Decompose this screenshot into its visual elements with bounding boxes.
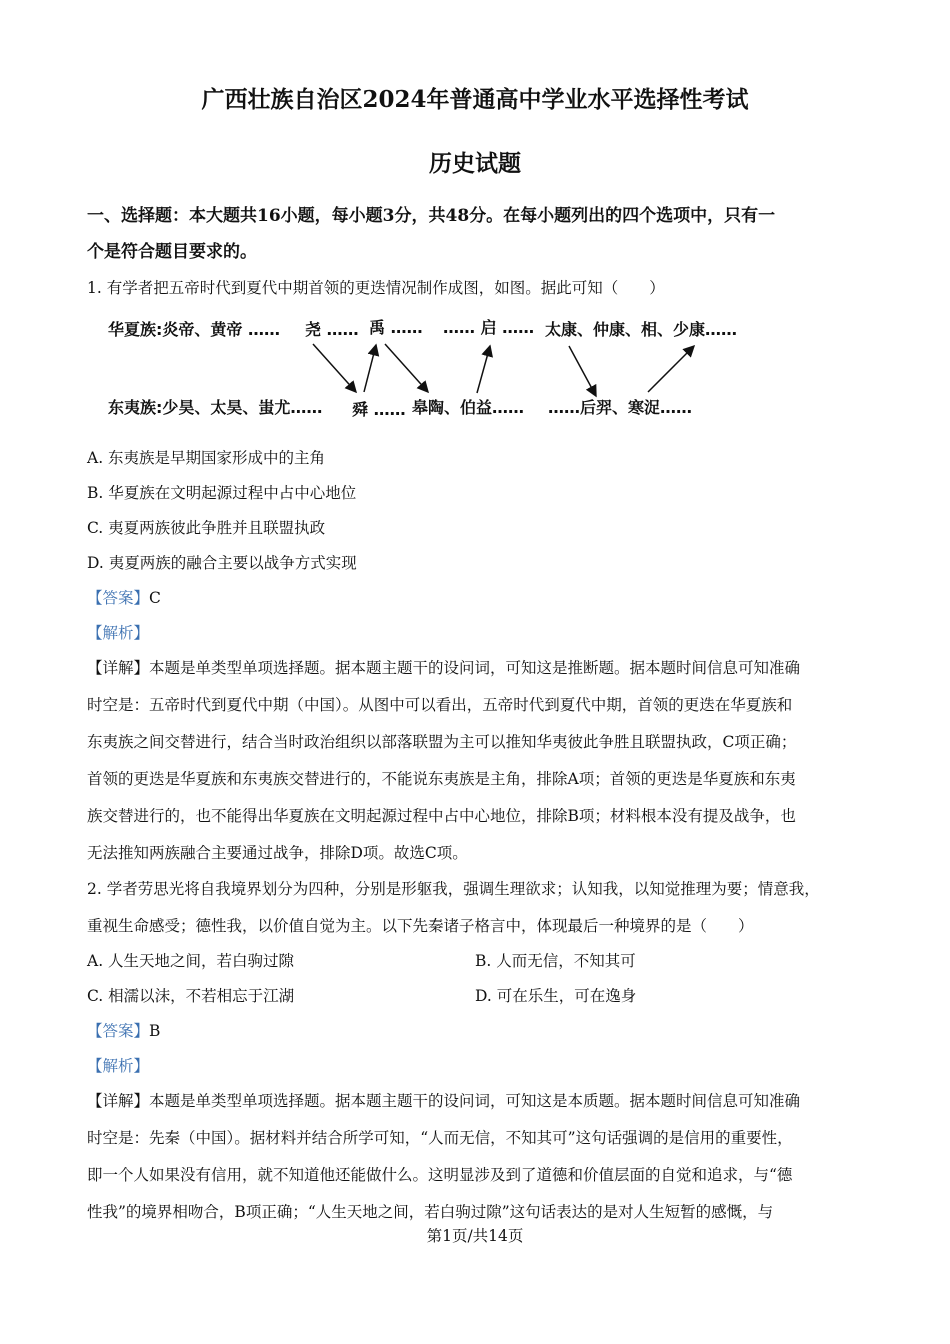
section-heading: 一、选择题：本大题共16小题，每小题3分，共48分。在每小题列出的四个选项中，只有一	[87, 206, 776, 226]
arrow-taikang-houyi	[569, 346, 596, 396]
diagram-yao: 尧 ……	[305, 320, 359, 339]
q2-option-c: C. 相濡以沫，不若相忘于江湖	[87, 987, 295, 1005]
q1-answer	[87, 588, 161, 608]
section-heading-cont: 个是符合题目要求的。	[87, 242, 257, 262]
arrow-yao-shun	[313, 344, 356, 392]
q2-detail-line	[87, 1091, 800, 1111]
q2-detail-line: 时空是：先秦（中国）。据材料并结合所学可知，“人而无信，不知其可”这句话强调的是信用的重要性，	[87, 1129, 793, 1147]
detail-text: 本题是单类型单项选择题。据本题主题干的设问词，可知这是推断题。据本题时间信息可知准确	[149, 659, 801, 677]
q2-option-a: A. 人生天地之间，若白驹过隙	[87, 952, 295, 970]
diagram-yu: 禹 ……	[369, 318, 423, 337]
q1-option-c: C. 夷夏两族彼此争胜并且联盟执政	[87, 519, 326, 537]
diagram-qi: …… 启 ……	[443, 318, 535, 337]
q1-option-d: D. 夷夏两族的融合主要以战争方式实现	[87, 554, 357, 572]
q2-answer	[87, 1021, 160, 1041]
diagram-gaoyao: 皋陶、伯益……	[412, 398, 525, 417]
answer-value: C	[149, 589, 161, 607]
diagram-taikang: 太康、仲康、相、少康……	[545, 320, 738, 339]
q2-detail-line: 即一个人如果没有信用，就不知道他还能做什么。这明显涉及到了道德和价值层面的自觉和追求，与“德	[87, 1166, 793, 1184]
q2-option-d: D. 可在乐生，可在逸身	[475, 987, 637, 1005]
q1-detail-line: 东夷族之间交替进行，结合当时政治组织以部落联盟为主可以推知华夷彼此争胜且联盟执政，C项正确；	[87, 733, 797, 751]
q1-detail-line: 族交替进行的，也不能得出华夏族在文明起源过程中占中心地位，排除B项；材料根本没有提及战争，也	[87, 807, 796, 825]
diagram-arrows	[0, 0, 950, 440]
q1-detail-line	[87, 658, 800, 678]
answer-tag: 【答案】	[87, 1022, 150, 1040]
q2-detail-line: 性我”的境界相吻合，B项正确；“人生天地之间，若白驹过隙”这句话表达的是对人生短暂的感慨，与	[87, 1203, 774, 1221]
diagram-houyi: ……后羿、寒浞……	[548, 398, 693, 417]
diagram-shun: 舜 ……	[352, 400, 406, 419]
diagram-dongyi-label: 东夷族:少昊、太昊、蚩尤……	[108, 398, 323, 417]
arrow-boyi-qi	[477, 346, 490, 393]
question-2-stem: 2. 学者劳思光将自我境界划分为四种，分别是形躯我，强调生理欲求；认知我，以知觉推理为要；情意我，	[87, 880, 820, 898]
document-subtitle: 历史试题	[429, 150, 521, 177]
page-footer: 第1页/共14页	[426, 1227, 524, 1245]
q1-option-a: A. 东夷族是早期国家形成中的主角	[87, 449, 326, 467]
answer-value: B	[149, 1022, 161, 1040]
q1-detail-line: 首领的更迭是华夏族和东夷族交替进行的，不能说东夷族是主角，排除A项；首领的更迭是华夏族和东夷	[87, 770, 796, 788]
q1-detail-line: 无法推知两族融合主要通过战争，排除D项。故选C项。	[87, 844, 468, 862]
q2-analysis-tag: 【解析】	[87, 1057, 150, 1075]
detail-text: 本题是单类型单项选择题。据本题主题干的设问词，可知这是本质题。据本题时间信息可知准确	[149, 1092, 801, 1110]
answer-tag: 【答案】	[87, 589, 150, 607]
question-2-stem-cont: 重视生命感受；德性我，以价值自觉为主。以下先秦诸子格言中，体现最后一种境界的是（ ）	[87, 917, 754, 935]
arrow-shun-yu	[364, 345, 376, 392]
q1-option-b: B. 华夏族在文明起源过程中占中心地位	[87, 484, 357, 502]
detail-tag: 【详解】	[87, 659, 150, 677]
q1-analysis-tag: 【解析】	[87, 624, 150, 642]
diagram-huaxia-label: 华夏族:炎帝、黄帝 ……	[108, 320, 280, 339]
question-1-stem: 1. 有学者把五帝时代到夏代中期首领的更迭情况制作成图，如图。据此可知（ ）	[87, 279, 665, 297]
q2-option-b: B. 人而无信，不知其可	[475, 952, 636, 970]
document-title: 广西壮族自治区2024年普通高中学业水平选择性考试	[201, 86, 749, 113]
arrow-yu-gaoyao	[385, 344, 428, 392]
detail-tag: 【详解】	[87, 1092, 150, 1110]
arrow-hanzhuo-shaokang	[648, 346, 694, 392]
q1-detail-line: 时空是：五帝时代到夏代中期（中国）。从图中可以看出，五帝时代到夏代中期，首领的更迭在华夏族和	[87, 696, 793, 714]
